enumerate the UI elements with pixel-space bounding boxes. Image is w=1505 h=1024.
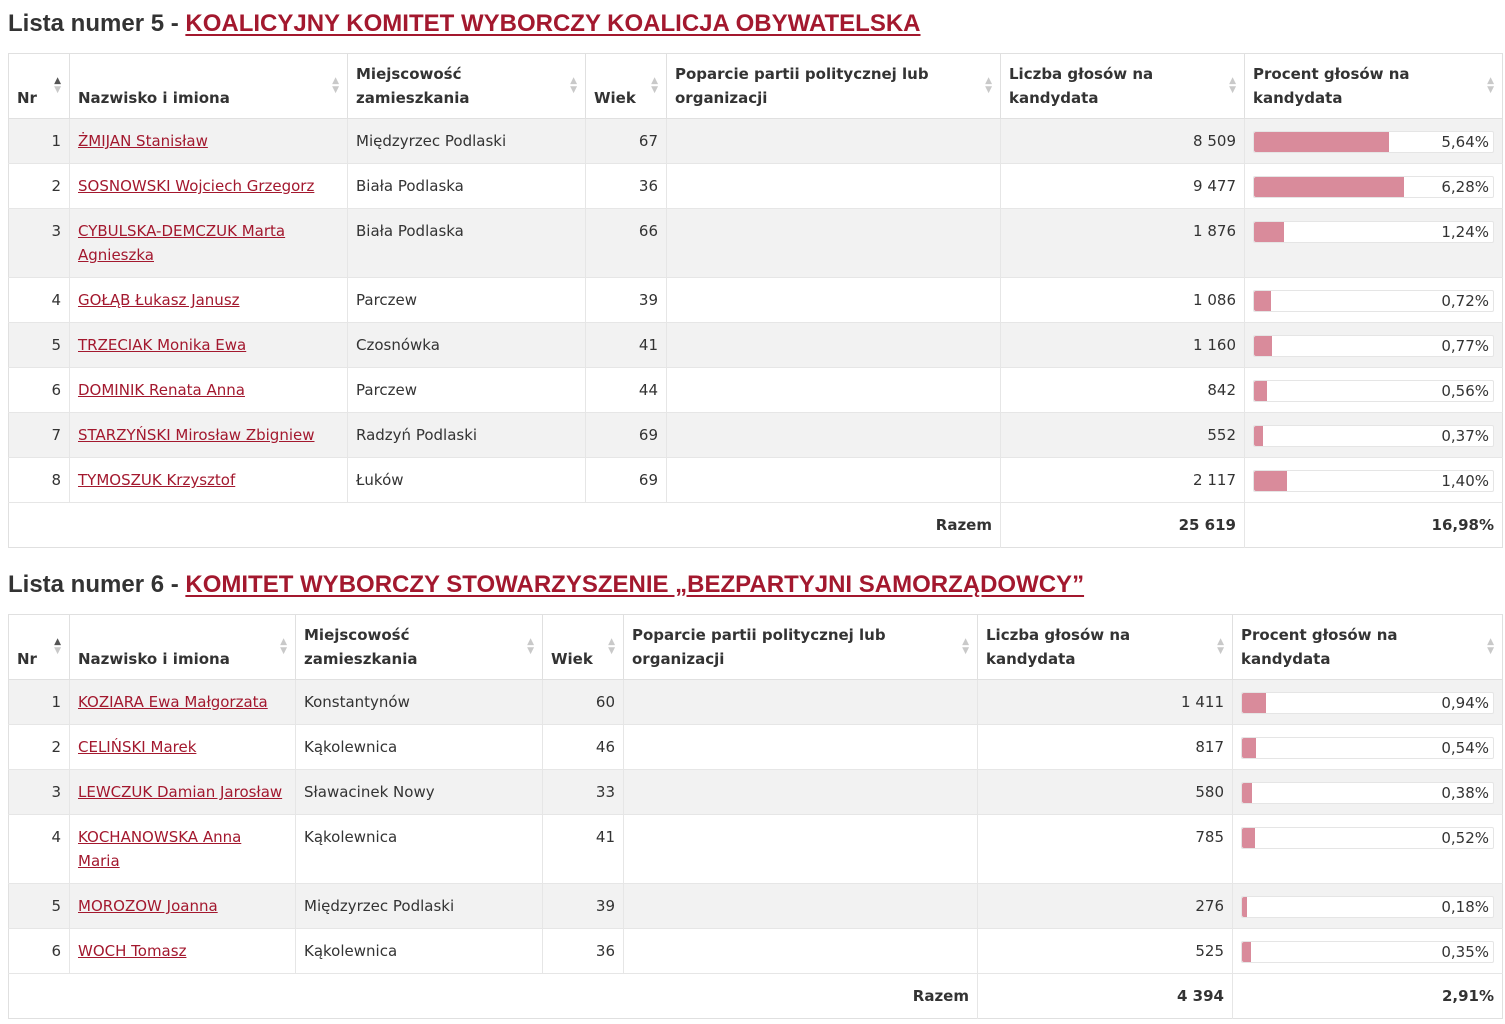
list-6-section bbox=[8, 567, 1502, 1019]
cell-votes: 1 160 bbox=[1001, 323, 1245, 368]
cell-votes: 1 411 bbox=[978, 680, 1233, 725]
cell-percent bbox=[1233, 680, 1503, 725]
cell-place: Międzyrzec Podlaski bbox=[348, 119, 586, 164]
candidate-link[interactable]: KOCHANOWSKA Anna Maria bbox=[78, 828, 242, 870]
cell-votes: 817 bbox=[978, 725, 1233, 770]
cell-place: Kąkolewnica bbox=[296, 815, 543, 884]
cell-place: Parczew bbox=[348, 278, 586, 323]
cell-support bbox=[624, 770, 978, 815]
percent-value: 0,18% bbox=[1441, 898, 1489, 916]
sort-icon: ▲ ▼ bbox=[54, 76, 61, 95]
candidate-link[interactable]: LEWCZUK Damian Jarosław bbox=[78, 783, 283, 801]
cell-support bbox=[667, 323, 1001, 368]
cell-place: Łuków bbox=[348, 458, 586, 503]
cell-percent bbox=[1233, 929, 1503, 974]
percent-bar-fill bbox=[1242, 693, 1266, 713]
cell-name bbox=[70, 368, 348, 413]
table-header-row bbox=[9, 615, 1503, 680]
total-votes: 4 394 bbox=[978, 974, 1233, 1019]
percent-bar bbox=[1253, 290, 1494, 312]
cell-place: Międzyrzec Podlaski bbox=[296, 884, 543, 929]
table-row bbox=[9, 278, 1503, 323]
list-number: Lista numer 6 - bbox=[8, 571, 186, 598]
table-row bbox=[9, 458, 1503, 503]
candidate-link[interactable]: WOCH Tomasz bbox=[78, 942, 187, 960]
percent-value: 1,40% bbox=[1441, 472, 1489, 490]
percent-value: 0,94% bbox=[1441, 694, 1489, 712]
col-header-place[interactable]: Miejscowość zamieszkania ▲ ▼ bbox=[348, 54, 586, 119]
cell-votes: 1 086 bbox=[1001, 278, 1245, 323]
sort-icon: ▲ ▼ bbox=[570, 76, 577, 95]
percent-bar-fill bbox=[1254, 132, 1389, 152]
cell-percent bbox=[1245, 209, 1503, 278]
percent-value: 0,54% bbox=[1441, 739, 1489, 757]
cell-age: 36 bbox=[586, 164, 667, 209]
cell-nr: 6 bbox=[9, 929, 70, 974]
col-header-votes[interactable]: Liczba głosów na kandydata ▲ ▼ bbox=[978, 615, 1233, 680]
percent-bar bbox=[1241, 692, 1494, 714]
cell-name bbox=[70, 209, 348, 278]
list-5-section bbox=[8, 6, 1502, 548]
percent-value: 0,56% bbox=[1441, 382, 1489, 400]
percent-bar bbox=[1253, 176, 1494, 198]
cell-age: 46 bbox=[543, 725, 624, 770]
candidates-table bbox=[8, 53, 1503, 548]
candidate-link[interactable]: SOSNOWSKI Wojciech Grzegorz bbox=[78, 177, 315, 195]
sort-icon: ▲ ▼ bbox=[332, 76, 339, 95]
table-row bbox=[9, 929, 1503, 974]
cell-nr: 4 bbox=[9, 815, 70, 884]
percent-bar bbox=[1253, 470, 1494, 492]
total-row bbox=[9, 503, 1503, 548]
cell-support bbox=[624, 725, 978, 770]
col-header-age[interactable]: Wiek ▲ ▼ bbox=[586, 54, 667, 119]
col-header-support[interactable]: Poparcie partii politycznej lub organizacji ▲ ▼ bbox=[667, 54, 1001, 119]
cell-place: Konstantynów bbox=[296, 680, 543, 725]
percent-value: 0,35% bbox=[1441, 943, 1489, 961]
cell-name bbox=[70, 164, 348, 209]
cell-votes: 842 bbox=[1001, 368, 1245, 413]
cell-support bbox=[667, 413, 1001, 458]
cell-place: Biała Podlaska bbox=[348, 209, 586, 278]
cell-percent bbox=[1233, 770, 1503, 815]
table-row bbox=[9, 413, 1503, 458]
cell-nr: 1 bbox=[9, 680, 70, 725]
cell-name bbox=[70, 929, 296, 974]
table-row bbox=[9, 770, 1503, 815]
cell-percent bbox=[1245, 323, 1503, 368]
table-row bbox=[9, 209, 1503, 278]
cell-place: Kąkolewnica bbox=[296, 725, 543, 770]
percent-value: 0,52% bbox=[1441, 829, 1489, 847]
cell-nr: 1 bbox=[9, 119, 70, 164]
sort-icon: ▲ ▼ bbox=[54, 637, 61, 656]
table-row bbox=[9, 680, 1503, 725]
percent-value: 6,28% bbox=[1441, 178, 1489, 196]
cell-nr: 8 bbox=[9, 458, 70, 503]
cell-votes: 276 bbox=[978, 884, 1233, 929]
sort-icon: ▲ ▼ bbox=[1217, 637, 1224, 656]
cell-place: Sławacinek Nowy bbox=[296, 770, 543, 815]
cell-percent bbox=[1233, 725, 1503, 770]
cell-support bbox=[667, 458, 1001, 503]
cell-nr: 3 bbox=[9, 770, 70, 815]
cell-votes: 9 477 bbox=[1001, 164, 1245, 209]
table-row bbox=[9, 368, 1503, 413]
cell-age: 33 bbox=[543, 770, 624, 815]
cell-percent bbox=[1245, 164, 1503, 209]
candidate-link[interactable]: TYMOSZUK Krzysztof bbox=[78, 471, 236, 489]
cell-support bbox=[667, 368, 1001, 413]
cell-support bbox=[624, 680, 978, 725]
percent-value: 5,64% bbox=[1441, 133, 1489, 151]
candidate-link[interactable]: TRZECIAK Monika Ewa bbox=[78, 336, 247, 354]
table-row bbox=[9, 164, 1503, 209]
col-header-votes[interactable]: Liczba głosów na kandydata ▲ ▼ bbox=[1001, 54, 1245, 119]
percent-bar-fill bbox=[1254, 381, 1267, 401]
cell-votes: 580 bbox=[978, 770, 1233, 815]
percent-bar bbox=[1253, 221, 1494, 243]
cell-name bbox=[70, 458, 348, 503]
sort-icon: ▲ ▼ bbox=[962, 637, 969, 656]
cell-name bbox=[70, 815, 296, 884]
cell-name bbox=[70, 725, 296, 770]
sort-icon: ▲ ▼ bbox=[527, 637, 534, 656]
total-label: Razem bbox=[9, 503, 1001, 548]
cell-age: 39 bbox=[586, 278, 667, 323]
total-row bbox=[9, 974, 1503, 1019]
cell-age: 39 bbox=[543, 884, 624, 929]
cell-nr: 4 bbox=[9, 278, 70, 323]
percent-bar-fill bbox=[1242, 897, 1247, 917]
percent-bar-fill bbox=[1254, 291, 1271, 311]
cell-age: 41 bbox=[543, 815, 624, 884]
cell-support bbox=[667, 209, 1001, 278]
cell-support bbox=[667, 278, 1001, 323]
candidate-link[interactable]: KOZIARA Ewa Małgorzata bbox=[78, 693, 268, 711]
col-header-nr[interactable]: Nr ▲ ▼ bbox=[9, 615, 70, 680]
percent-bar-fill bbox=[1254, 336, 1272, 356]
cell-percent bbox=[1245, 119, 1503, 164]
cell-percent bbox=[1233, 815, 1503, 884]
sort-icon: ▲ ▼ bbox=[1229, 76, 1236, 95]
cell-support bbox=[624, 884, 978, 929]
col-header-percent[interactable]: Procent głosów na kandydata ▲ ▼ bbox=[1245, 54, 1503, 119]
cell-nr: 7 bbox=[9, 413, 70, 458]
cell-age: 66 bbox=[586, 209, 667, 278]
cell-name bbox=[70, 278, 348, 323]
cell-place: Czosnówka bbox=[348, 323, 586, 368]
percent-bar bbox=[1241, 827, 1494, 849]
candidates-table bbox=[8, 614, 1503, 1019]
percent-bar bbox=[1241, 737, 1494, 759]
total-label: Razem bbox=[9, 974, 978, 1019]
cell-votes: 552 bbox=[1001, 413, 1245, 458]
list-number: Lista numer 5 - bbox=[8, 10, 186, 37]
percent-bar-fill bbox=[1254, 471, 1287, 491]
percent-bar bbox=[1253, 131, 1494, 153]
candidate-link[interactable]: STARZYŃSKI Mirosław Zbigniew bbox=[78, 426, 315, 444]
percent-bar-fill bbox=[1242, 738, 1256, 758]
cell-name bbox=[70, 323, 348, 368]
percent-bar-fill bbox=[1254, 222, 1284, 242]
percent-bar bbox=[1241, 782, 1494, 804]
table-row bbox=[9, 815, 1503, 884]
cell-nr: 6 bbox=[9, 368, 70, 413]
cell-age: 67 bbox=[586, 119, 667, 164]
col-header-name[interactable]: Nazwisko i imiona ▲ ▼ bbox=[70, 615, 296, 680]
cell-percent bbox=[1245, 368, 1503, 413]
percent-bar bbox=[1253, 425, 1494, 447]
cell-nr: 3 bbox=[9, 209, 70, 278]
percent-bar-fill bbox=[1242, 942, 1251, 962]
percent-bar-fill bbox=[1254, 426, 1263, 446]
cell-age: 69 bbox=[586, 458, 667, 503]
sort-icon: ▲ ▼ bbox=[1487, 637, 1494, 656]
col-header-nr[interactable]: Nr ▲ ▼ bbox=[9, 54, 70, 119]
cell-support bbox=[624, 815, 978, 884]
col-header-name[interactable]: Nazwisko i imiona ▲ ▼ bbox=[70, 54, 348, 119]
sort-icon: ▲ ▼ bbox=[608, 637, 615, 656]
cell-age: 60 bbox=[543, 680, 624, 725]
cell-percent bbox=[1233, 884, 1503, 929]
table-row bbox=[9, 323, 1503, 368]
cell-place: Kąkolewnica bbox=[296, 929, 543, 974]
percent-value: 0,72% bbox=[1441, 292, 1489, 310]
col-header-age[interactable]: Wiek ▲ ▼ bbox=[543, 615, 624, 680]
percent-bar-fill bbox=[1242, 783, 1252, 803]
cell-place: Parczew bbox=[348, 368, 586, 413]
cell-support bbox=[667, 119, 1001, 164]
cell-age: 36 bbox=[543, 929, 624, 974]
percent-bar bbox=[1253, 380, 1494, 402]
table-header-row bbox=[9, 54, 1503, 119]
sort-icon: ▲ ▼ bbox=[985, 76, 992, 95]
candidate-link[interactable]: ŻMIJAN Stanisław bbox=[78, 132, 208, 150]
percent-bar bbox=[1253, 335, 1494, 357]
cell-votes: 1 876 bbox=[1001, 209, 1245, 278]
cell-percent bbox=[1245, 458, 1503, 503]
list-title bbox=[8, 6, 1502, 42]
candidate-link[interactable]: DOMINIK Renata Anna bbox=[78, 381, 245, 399]
percent-value: 0,38% bbox=[1441, 784, 1489, 802]
cell-support bbox=[624, 929, 978, 974]
cell-age: 41 bbox=[586, 323, 667, 368]
percent-value: 0,37% bbox=[1441, 427, 1489, 445]
table-row bbox=[9, 725, 1503, 770]
cell-age: 69 bbox=[586, 413, 667, 458]
cell-votes: 8 509 bbox=[1001, 119, 1245, 164]
cell-votes: 785 bbox=[978, 815, 1233, 884]
percent-value: 0,77% bbox=[1441, 337, 1489, 355]
percent-bar-fill bbox=[1254, 177, 1404, 197]
candidate-link[interactable]: CELIŃSKI Marek bbox=[78, 738, 197, 756]
total-percent: 2,91% bbox=[1233, 974, 1503, 1019]
cell-nr: 2 bbox=[9, 164, 70, 209]
sort-icon: ▲ ▼ bbox=[651, 76, 658, 95]
percent-bar bbox=[1241, 941, 1494, 963]
cell-support bbox=[667, 164, 1001, 209]
candidate-link[interactable]: CYBULSKA-DEMCZUK Marta Agnieszka bbox=[78, 222, 286, 264]
sort-icon: ▲ ▼ bbox=[280, 637, 287, 656]
cell-age: 44 bbox=[586, 368, 667, 413]
percent-bar bbox=[1241, 896, 1494, 918]
cell-name bbox=[70, 884, 296, 929]
col-header-percent[interactable]: Procent głosów na kandydata ▲ ▼ bbox=[1233, 615, 1503, 680]
cell-name bbox=[70, 413, 348, 458]
cell-percent bbox=[1245, 278, 1503, 323]
col-header-place[interactable]: Miejscowość zamieszkania ▲ ▼ bbox=[296, 615, 543, 680]
cell-name bbox=[70, 119, 348, 164]
cell-place: Biała Podlaska bbox=[348, 164, 586, 209]
cell-nr: 5 bbox=[9, 323, 70, 368]
cell-place: Radzyń Podlaski bbox=[348, 413, 586, 458]
cell-name bbox=[70, 770, 296, 815]
table-row bbox=[9, 119, 1503, 164]
cell-nr: 2 bbox=[9, 725, 70, 770]
list-title bbox=[8, 567, 1502, 603]
total-percent: 16,98% bbox=[1245, 503, 1503, 548]
table-row bbox=[9, 884, 1503, 929]
committee-link[interactable]: KOMITET WYBORCZY STOWARZYSZENIE „BEZPARTYJNI SAMORZĄDOWCY” bbox=[185, 571, 1085, 598]
committee-link[interactable]: KOALICYJNY KOMITET WYBORCZY KOALICJA OBYWATELSKA bbox=[185, 10, 921, 37]
candidate-link[interactable]: MOROZOW Joanna bbox=[78, 897, 218, 915]
candidate-link[interactable]: GOŁĄB Łukasz Janusz bbox=[78, 291, 240, 309]
cell-votes: 525 bbox=[978, 929, 1233, 974]
sort-icon: ▲ ▼ bbox=[1487, 76, 1494, 95]
cell-nr: 5 bbox=[9, 884, 70, 929]
cell-percent bbox=[1245, 413, 1503, 458]
percent-value: 1,24% bbox=[1441, 223, 1489, 241]
cell-name bbox=[70, 680, 296, 725]
cell-votes: 2 117 bbox=[1001, 458, 1245, 503]
col-header-support[interactable]: Poparcie partii politycznej lub organizacji ▲ ▼ bbox=[624, 615, 978, 680]
percent-bar-fill bbox=[1242, 828, 1255, 848]
total-votes: 25 619 bbox=[1001, 503, 1245, 548]
